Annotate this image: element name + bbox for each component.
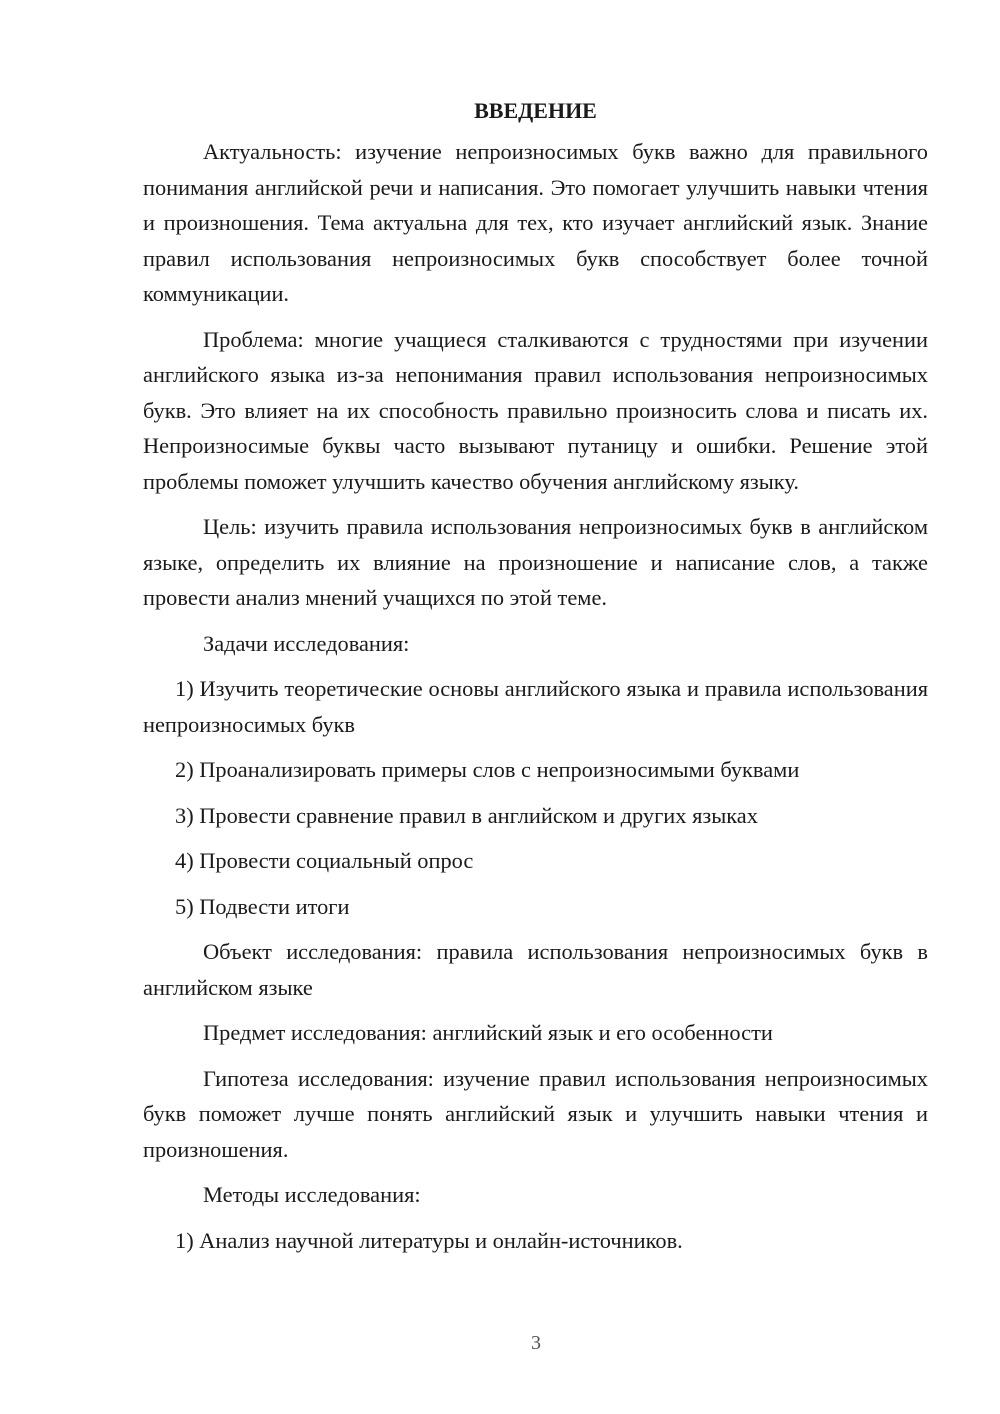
method-item-1: 1) Анализ научной литературы и онлайн-источников. [175, 1227, 683, 1253]
object-paragraph: Объект исследования: правила использования непроизносимых букв в английском языке [143, 939, 928, 1000]
task-item-3: 3) Провести сравнение правил в английском и других языках [175, 802, 758, 828]
task-item-2: 2) Проанализировать примеры слов с непроизносимыми буквами [175, 757, 800, 782]
page-title: ВВЕДЕНИЕ [474, 98, 597, 123]
page-content [143, 96, 928, 1268]
relevance-paragraph: Актуальность: изучение непроизносимых букв важно для правильного понимания английской речи и написания. Это помогает улучшить навыки чтения и произношения. Тема актуальна для тех, кто изучает английский язык. Знание правил использования непроизносимых букв способствует более точной коммуникации. [143, 139, 928, 306]
page-number: 3 [531, 1332, 541, 1354]
task-item-1: 1) Изучить теоретические основы английского языка и правила использования непроизносимых букв [143, 676, 928, 737]
methods-heading: Методы исследования: [203, 1182, 421, 1207]
hypothesis-paragraph: Гипотеза исследования: изучение правил использования непроизносимых букв поможет лучше понять английский язык и улучшить навыки чтения и произношения. [143, 1065, 928, 1162]
goal-paragraph: Цель: изучить правила использования непроизносимых букв в английском языке, определить их влияние на произношение и написание слов, а также провести анализ мнений учащихся по этой теме. [143, 514, 928, 610]
task-item-4: 4) Провести социальный опрос [175, 848, 474, 873]
task-item-5: 5) Подвести итоги [175, 893, 350, 919]
problem-paragraph: Проблема: многие учащиеся сталкиваются с трудностями при изучении английского языка из-за непонимания правил использования непроизносимых букв. Это влияет на их способность правильно произносить слова и писать их. Непроизносимые буквы часто вызывают путаницу и ошибки. Решение этой проблемы поможет улучшить качество обучения английскому языку. [143, 326, 928, 494]
subject-paragraph: Предмет исследования: английский язык и его особенности [203, 1020, 773, 1045]
tasks-heading: Задачи исследования: [203, 630, 410, 656]
